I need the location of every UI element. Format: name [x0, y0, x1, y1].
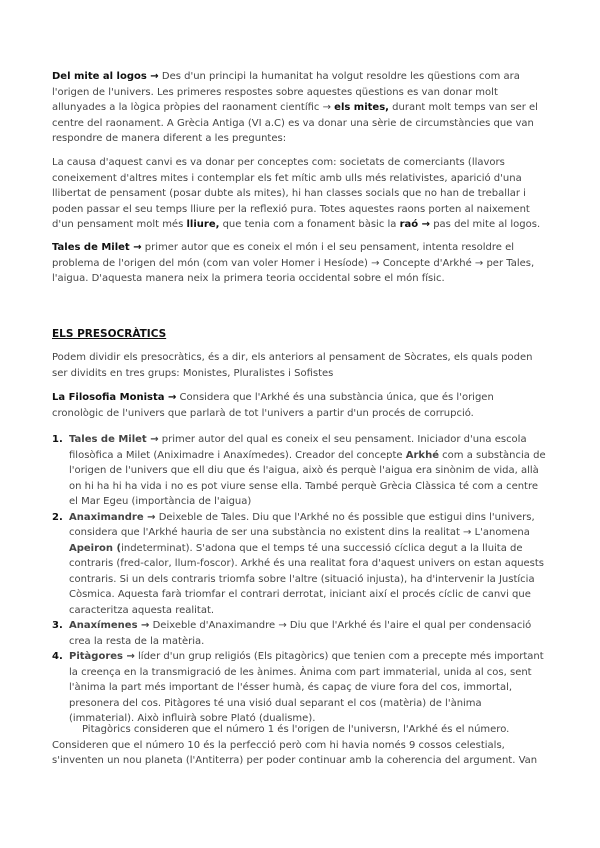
term-pitagores: Pitàgores → — [69, 651, 135, 662]
list-item-tales — [52, 432, 548, 510]
list-item-anaximandre — [52, 510, 548, 619]
paragraph-presocratics-intro: Podem dividir els presocràtics, és a dir, els anteriors al pensament de Sòcrates, els quals poden ser dividits en tres grups: Monistes, Pluralistes i Sofistes — [52, 352, 533, 379]
section-heading: ELS PRESOCRÀTICS — [52, 328, 167, 340]
term-tales-milet: Tales de Milet → — [69, 434, 159, 445]
list-text: Deixeble de Tales. Diu que l'Arkhé no és possible que estigui dins l'univers, considera que l'Arkhé hauria de ser una substància no existent dins la realitat → L'anomena — [69, 511, 535, 538]
list-text: primer autor del qual es coneix el seu pensament. Iniciador d'una escola filosòfica a Milet (Aniximadre i Anaxímedes). Creador del concepte — [69, 434, 527, 461]
list-text: com a substància de l'origen de l'univers que ell diu que és l'aigua, això és perquè l'aigua era sinònim de vida, allà on hi ha hi ha vida i no es pot viure sense ella. També perquè Grècia Clàssica té com a centre el Mar Egeu (importància de l'aigua) — [69, 449, 546, 507]
list-number: 4. — [52, 651, 63, 662]
paragraph-pitagorics: Pitagòrics consideren que el número 1 és l'origen de l'universn, l'Arkhé és el número. Consideren que el número 10 és la perfecció però com hi havia només 9 cossos celestials, s'inventen un nou planeta (l'Antiterra) per poder continuar amb la coherencia del argument. Van — [52, 724, 538, 766]
term-rao: raó → — [399, 219, 431, 230]
term-anaximandre: Anaximandre → — [69, 511, 156, 523]
list-number: 1. — [52, 434, 63, 445]
term-filosofia-monista: La Filosofia Monista → — [52, 392, 177, 403]
paragraph-text: que tenia com a fonament bàsic la — [219, 219, 400, 230]
list-text: indeterminat). S'adona que el temps té una successió cíclica degut a la lluita de contraris (fred-calor, llum-foscor). Arkhé és una realitat fora d'aquest univers on estan aquests contraris. Si un dels contraris triomfa sobre l'altre (situació injusta), ha d'intervenir la Justícia Còsmica. Aquesta farà triomfar el contrari derrotat, iniciant així el procés cíclic de canvi que caracteritza aquesta realitat. — [69, 542, 545, 616]
paragraph-text: primer autor que es coneix el món i el seu pensament, intenta resoldre el problema de l'origen del món (com van voler Homer i Hesíode) → Concepte d'Arkhé → per Tales, l'aigua. D'aquesta manera neix la primera teoria occidental sobre el món físic. — [52, 242, 535, 284]
paragraph-text: Considera que l'Arkhé és una substància única, que és l'origen cronològic de l'univers que parlarà de tot l'univers a partir d'un procés de corrupció. — [52, 392, 494, 419]
paragraph-text: La causa d'aquest canvi es va donar per conceptes com: societats de comerciants (llavors coneixement d'altres mites i contemplar els fet mític amb ulls més relativistes, aparició d'una llibertat de pensament (posar dubte als mites), hi han classes socials que no han de treballar i poden passar el seu temps lliure per la reflexió pura. Totes aquestes raons porten al naixement d'un pensament molt més — [52, 157, 530, 230]
paragraph-mite-logos — [52, 69, 548, 147]
term-tales: Tales de Milet → — [52, 242, 142, 253]
paragraph-text: durant molt temps van ser el centre del raonament. A Grècia Antiga (VI a.C) es va donar una sèrie de circumstàncies que van respondre de manera diferent a les preguntes: — [52, 102, 538, 144]
term-anaximenes: Anaxímenes → — [69, 620, 150, 631]
list-text: Deixeble d'Anaximandre → Diu que l'Arkhé és l'aire el qual per condensació crea la resta de la matèria. — [69, 620, 532, 647]
list-item-anaximenes — [52, 618, 548, 649]
list-text: líder d'un grup religiós (Els pitagòrics) que tenien com a precepte més important la creença en la transmigració de les ànimes. Ànima com part immaterial, unida al cos, sent l'ànima la part més important de l'ésser humà, és capaç de viure fora del cos, immortal, presonera del cos. Pitàgores té una visió dual separant el cos (matèria) de l'ànima (immaterial). Això influirà sobre Plató (dualisme). — [69, 651, 544, 724]
paragraph-text: pas del mite al logos. — [430, 219, 541, 230]
paragraph-filosofia-monista — [52, 390, 548, 421]
term-apeiron: Apeiron ( — [69, 542, 122, 554]
philosophers-list — [52, 432, 548, 727]
paragraph-causa-canvi — [52, 155, 548, 233]
term-mite-logos: Del mite al logos → — [52, 71, 159, 82]
term-mites: els mites, — [334, 102, 389, 113]
list-number: 2. — [52, 511, 63, 523]
paragraph-text: Des d'un principi la humanitat ha volgut resoldre les qüestions com ara l'origen de l'univers. Les primeres respostes sobre aquestes qüestions es van donar molt allunyades a la lògica pròpies del raonament científic → — [52, 71, 520, 113]
term-arkhe: Arkhé — [405, 449, 439, 461]
list-item-pitagores — [52, 649, 548, 727]
term-lliure: lliure, — [186, 219, 220, 230]
list-number: 3. — [52, 620, 63, 631]
paragraph-tales-intro — [52, 240, 548, 287]
